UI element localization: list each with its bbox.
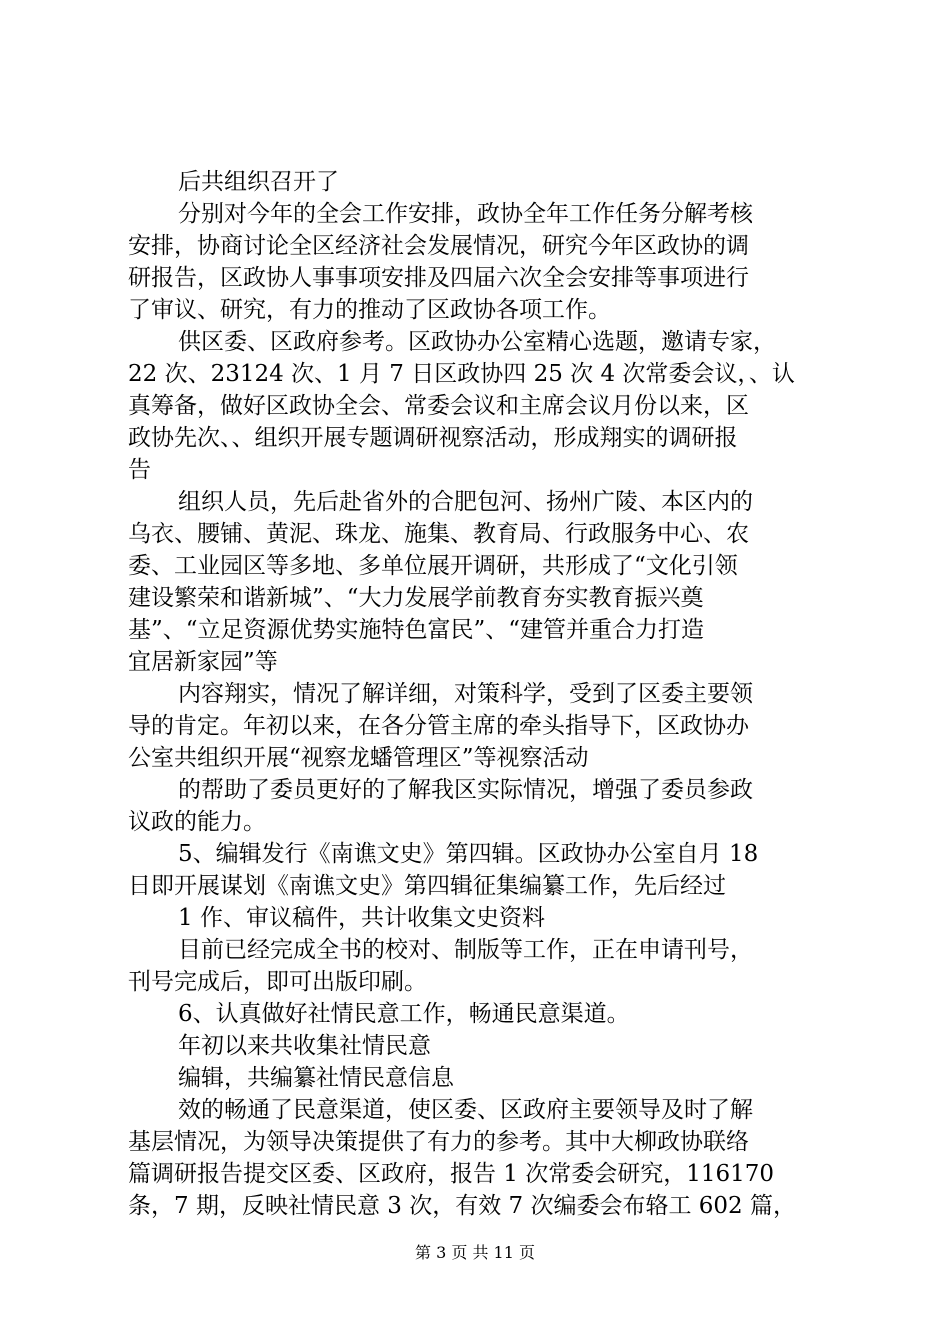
text-line: 1 作、审议稿件，共计收集文史资料 (178, 905, 545, 931)
text-line: 基层情况，为领导决策提供了有力的参考。其中大柳政协联络 (128, 1129, 749, 1155)
text-line: 编辑，共编纂社情民意信息 (178, 1065, 454, 1091)
text-line: 宜居新家园”等 (128, 649, 278, 675)
text-line: 22 次、23124 次、1 月 7 日区政协四 25 次 4 次常委会议，、认 (128, 361, 795, 387)
text-line: 基”、“立足资源优势实施特色富民”、“建管并重合力打造 (128, 617, 705, 643)
text-line: 的帮助了委员更好的了解我区实际情况，增强了委员参政 (178, 777, 753, 803)
text-line: 效的畅通了民意渠道，使区委、区政府主要领导及时了解 (178, 1097, 753, 1123)
text-line: 安排，协商讨论全区经济社会发展情况，研究今年区政协的调 (128, 233, 749, 259)
text-line: 组织人员，先后赴省外的合肥包河、扬州广陵、本区内的 (178, 489, 753, 515)
text-line: 建设繁荣和谐新城”、“大力发展学前教育夯实教育振兴奠 (128, 585, 704, 611)
text-line: 内容翔实，情况了解详细，对策科学，受到了区委主要领 (178, 681, 753, 707)
text-line: 议政的能力。 (128, 809, 266, 835)
text-line: 年初以来共收集社情民意 (178, 1033, 431, 1059)
text-line: 5、编辑发行《南谯文史》第四辑。区政协办公室自月 18 (178, 841, 759, 867)
page-footer: 第 3 页 共 11 页 (415, 1243, 535, 1262)
text-line: 目前已经完成全书的校对、制版等工作，正在申请刊号， (178, 937, 753, 963)
text-line: 分别对今年的全会工作安排，政协全年工作任务分解考核 (178, 201, 753, 227)
text-line: 告 (128, 457, 151, 483)
text-line: 真筹备，做好区政协全会、常委会议和主席会议月份以来，区 (128, 393, 749, 419)
text-line: 导的肯定。年初以来，在各分管主席的牵头指导下，区政协办 (128, 713, 749, 739)
text-line: 供区委、区政府参考。区政协办公室精心选题，邀请专家， (178, 329, 776, 355)
text-line: 乌衣、腰铺、黄泥、珠龙、施集、教育局、行政服务中心、农 (128, 521, 749, 547)
text-line: 刊号完成后，即可出版印刷。 (128, 969, 427, 995)
text-line: 政协先次、、组织开展专题调研视察活动，形成翔实的调研报 (128, 425, 738, 451)
text-line: 后共组织召开了 (178, 169, 339, 195)
text-line: 篇调研报告提交区委、区政府，报告 1 次常委会研究，116170 (128, 1161, 775, 1187)
text-line: 了审议、研究，有力的推动了区政协各项工作。 (128, 297, 611, 323)
text-line: 条，7 期，反映社情民意 3 次，有效 7 次编委会布辂工 602 篇， (128, 1193, 796, 1219)
text-line: 研报告，区政协人事事项安排及四届六次全会安排等事项进行 (128, 265, 749, 291)
text-line: 6、认真做好社情民意工作，畅通民意渠道。 (178, 1001, 630, 1027)
text-line: 委、工业园区等多地、多单位展开调研，共形成了“文化引领 (128, 553, 738, 579)
text-line: 公室共组织开展“视察龙蟠管理区”等视察活动 (128, 745, 589, 771)
document-body (128, 166, 828, 1222)
text-line: 日即开展谋划《南谯文史》第四辑征集编纂工作，先后经过 (128, 873, 726, 899)
